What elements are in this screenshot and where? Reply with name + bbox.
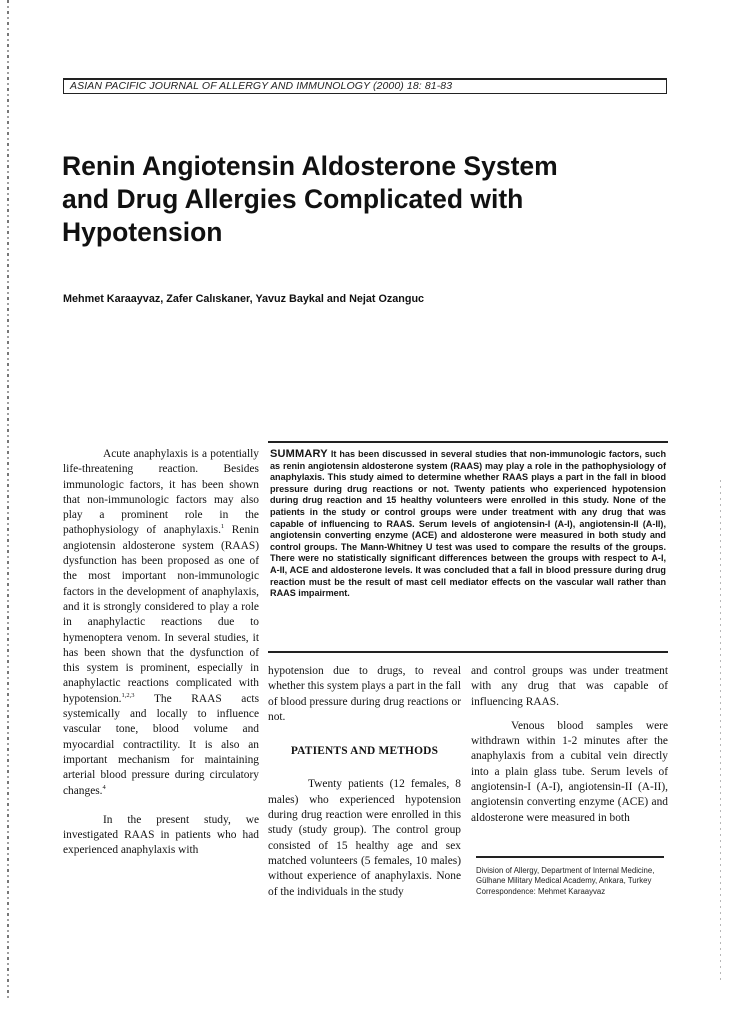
methods-paragraph-continued: and control groups was under treatment with any drug that was capable of influencing RAAS.: [471, 665, 668, 708]
citation-ref: 1,2,3: [121, 691, 135, 699]
body-column-right: [471, 664, 668, 826]
scan-edge-artifact-left: [7, 0, 9, 1000]
paragraph-text: Renin angiotensin aldosterone system (RAAS) dysfunction has been proposed as one of the most important non-immunologic factors in the development of anaphylaxis, and it is strongly considered to play a role in anaphylactic reactions due to hymenoptera venom. In several studies, it has been shown that the dysfunction of this system is prominent, especially in anaphylactic reactions complicated with hypotension.: [63, 524, 259, 705]
author-list: Mehmet Karaayvaz, Zafer Calıskaner, Yavuz Baykal and Nejat Ozanguc: [63, 293, 425, 305]
intro-paragraph-1: [63, 447, 259, 799]
summary-label: SUMMARY: [270, 448, 328, 460]
summary-abstract: [270, 449, 666, 600]
journal-running-header: ASIAN PACIFIC JOURNAL OF ALLERGY AND IMMUNOLOGY (2000) 18: 81-83: [63, 78, 667, 94]
article-title: [62, 150, 682, 249]
section-heading-patients-methods: PATIENTS AND METHODS: [290, 745, 439, 758]
methods-paragraph-2: Venous blood samples were withdrawn within 1-2 minutes after the anaphylaxis from a cubital vein directly into a plain glass tube. Serum levels of angiotensin-I (A-I), angiotensin-II (A-II), angiotensin converting enzyme (ACE) and aldosterone were measured in both: [471, 719, 668, 824]
citation-ref: 4: [102, 783, 106, 791]
title-line-3: Hypotension: [62, 217, 223, 247]
footnote-rule: [476, 856, 664, 858]
affiliation-text: Division of Allergy, Department of Internal Medicine, Gülhane Military Medical Academy, Ankara, Turkey: [476, 866, 655, 886]
scan-edge-artifact-right: [720, 480, 721, 980]
author-affiliation-footnote: [476, 866, 666, 897]
title-line-1: Renin Angiotensin Aldosterone System: [62, 151, 558, 181]
citation-ref: 1: [220, 523, 225, 531]
intro-paragraph-continued: hypotension due to drugs, to reveal whether this system plays a part in the fall of blood pressure during drug reactions or not.: [268, 665, 461, 723]
methods-paragraph-1: Twenty patients (12 females, 8 males) who experienced hypotension during drug reaction were enrolled in this study (study group). The control group consisted of 15 healthy age and sex matched volunteers (5 females, 10 males) without experience of anaphylaxis. None of the individuals in the study: [268, 778, 461, 898]
title-line-2: and Drug Allergies Complicated with: [62, 184, 524, 214]
summary-text: It has been discussed in several studies that non-immunologic factors, such as renin angiotensin aldosterone system (RAAS) may play a role in the pathophysiology of anaphylaxis. This study aimed to determine whether RAAS plays a part in the fall in blood pressure during drug reactions or not. Twenty patients who experienced hypotension during drug reaction and 15 healthy volunteers were enrolled in this study. None of the patients in the study or control groups were under treatment with any drug that was capable of influencing to RAAS. Serum levels of angiotensin-I (A-I), angiotensin-II (A-II), angiotensin converting enzyme (ACE) and aldosterone were measured in both study and control groups. The Mann-Whitney U test was used to compare the results of the groups. There were no statistically significant differences between the groups with respect to A-I, A-II, ACE and aldosterone levels. It was concluded that a fall in blood pressure during drug reaction must be the result of mast cell mediator effects on the vascular wall rather than RAAS impairment.: [270, 449, 666, 599]
correspondence-text: Correspondence: Mehmet Karaayvaz: [476, 886, 606, 896]
paragraph-text: Acute anaphylaxis is a potentially life-threatening reaction. Besides immunologic factors, it has been shown that non-immunologic factors may also play a prominent role in the pathophysiology of anaphylaxis.: [63, 448, 259, 537]
body-column-left: [63, 447, 259, 859]
body-column-middle: [268, 664, 461, 900]
summary-bottom-rule: [268, 651, 668, 653]
intro-paragraph-2: In the present study, we investigated RAAS in patients who had experienced anaphylaxis with: [63, 813, 259, 857]
summary-top-rule: [268, 441, 668, 443]
paragraph-text: The RAAS acts systemically and locally to influence vascular tone, blood volume and myocardial contractility. It is also an important mechanism for maintaining arterial blood pressure during circulatory changes.: [63, 692, 259, 797]
